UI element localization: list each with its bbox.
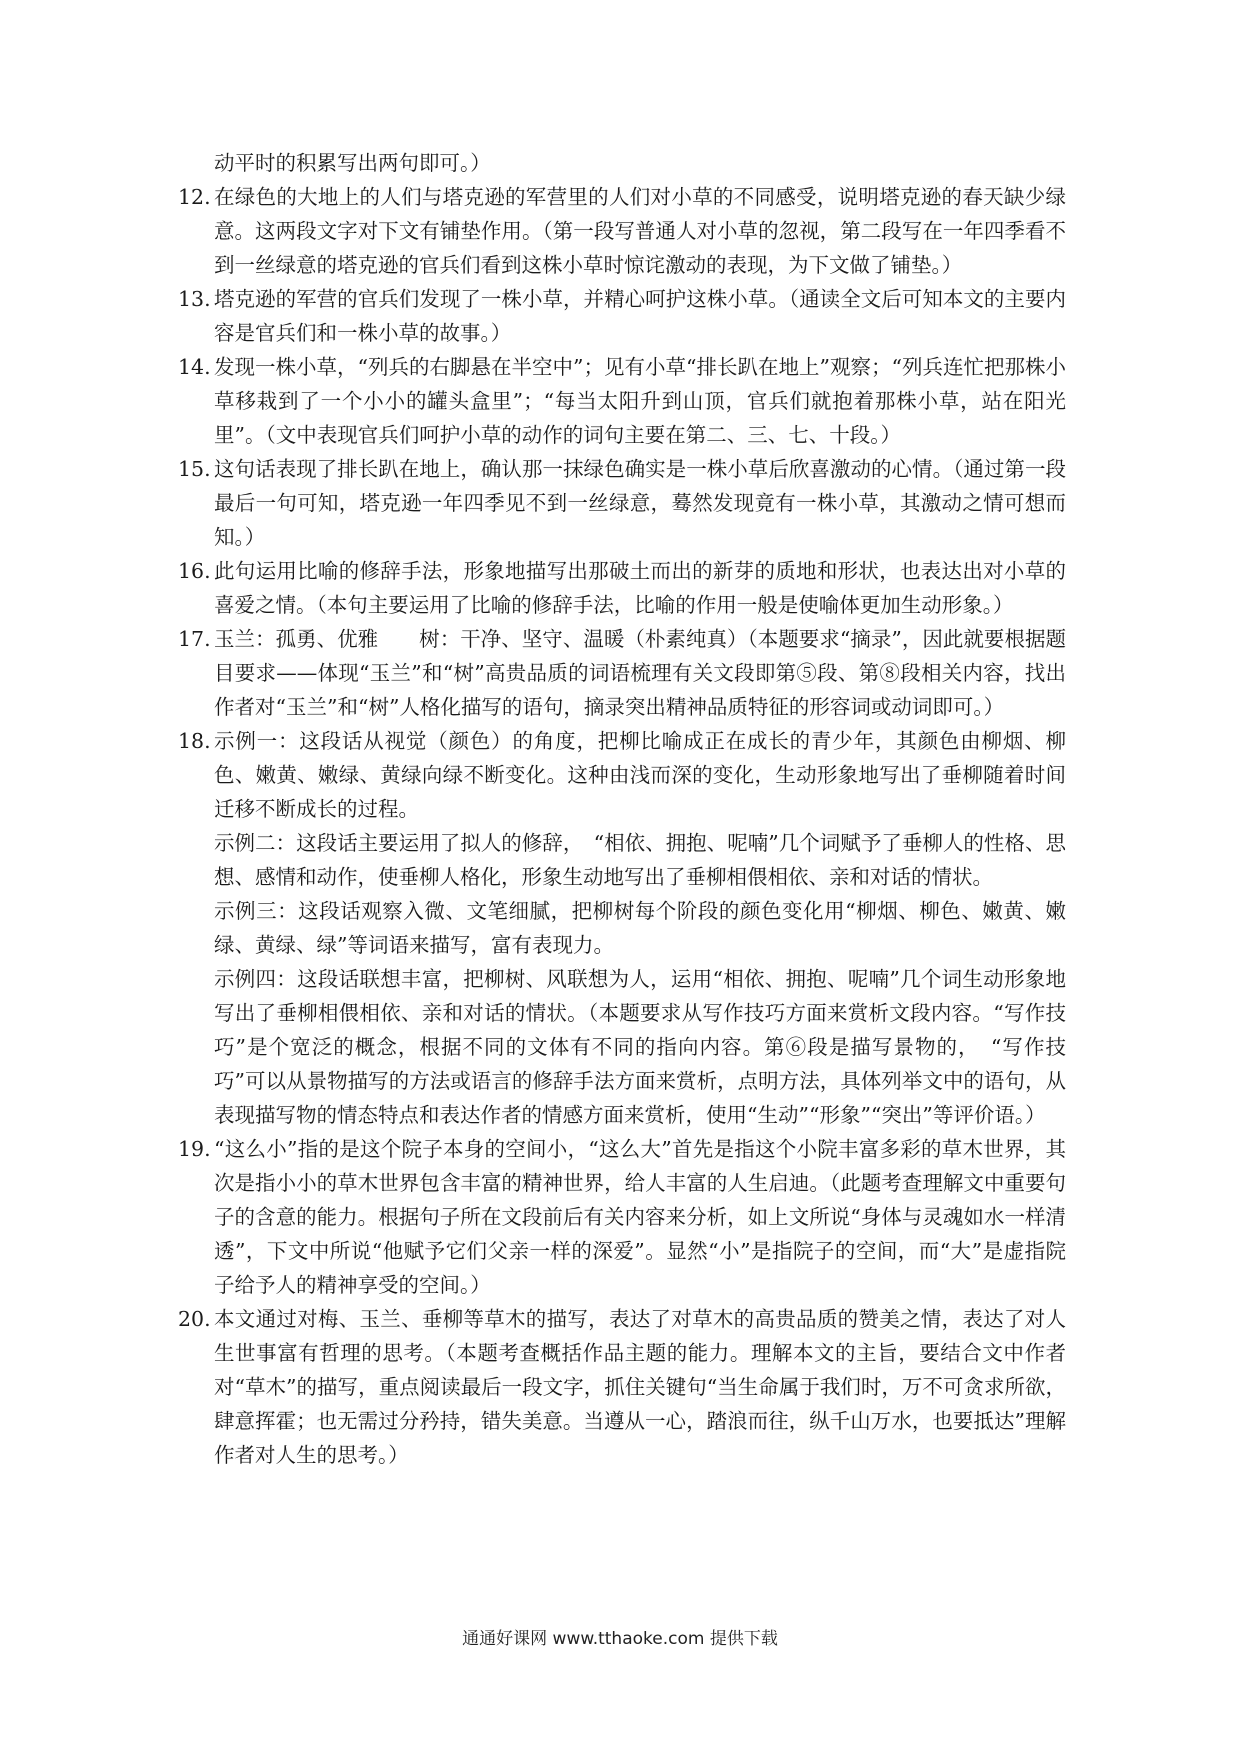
answer-item-14: [178, 350, 1066, 452]
answer-item-13: [178, 282, 1066, 350]
answer-18-example-4: 示例四：这段话联想丰富，把柳树、风联想为人，运用“相依、拥抱、呢喃”几个词生动形象地写出了垂柳相偎相依、亲和对话的情状。（本题要求从写作技巧方面来赏析文段内容。“写作技巧”是个宽泛的概念，根据不同的文体有不同的指向内容。第⑥段是描写景物的， “写作技巧”可以从景物描写的方法或语言的修辞手法方面来赏析，点明方法，具体列举文中的语句，从表现描写物的情态特点和表达作者的情感方面来赏析，使用“生动”“形象”“突出”等评价语。）: [214, 967, 1066, 1127]
answer-item-20: [178, 1302, 1066, 1472]
answer-18-example-3: 示例三：这段话观察入微、文笔细腻，把柳树每个阶段的颜色变化用“柳烟、柳色、嫩黄、嫩绿、黄绿、绿”等词语来描写，富有表现力。: [214, 899, 1066, 957]
answer-item-17: [178, 622, 1066, 724]
answer-item-19: [178, 1132, 1066, 1302]
page-footer: 通通好课网 www.tthaoke.com 提供下载: [462, 1629, 778, 1649]
answer-text: 玉兰：孤勇、优雅 树：干净、坚守、温暖（朴素纯真）（本题要求“摘录”，因此就要根据题目要求——体现“玉兰”和“树”高贵品质的词语梳理有关文段即第⑤段、第⑧段相关内容，找出作者对“玉兰”和“树”人格化描写的语句，摘录突出精神品质特征的形容词或动词即可。）: [214, 627, 1066, 719]
answer-item-18: [178, 724, 1066, 1132]
answer-text: “这么小”指的是这个院子本身的空间小，“这么大”首先是指这个小院丰富多彩的草木世界，其次是指小小的草木世界包含丰富的精神世界，给人丰富的人生启迪。（此题考查理解文中重要句子的含意的能力。根据句子所在文段前后有关内容来分析，如上文所说“身体与灵魂如水一样清透”，下文中所说“他赋予它们父亲一样的深爱”。显然“小”是指院子的空间，而“大”是虚指院子给予人的精神享受的空间。）: [214, 1137, 1066, 1297]
answer-item-16: [178, 554, 1066, 622]
answer-number: 15.: [178, 457, 211, 481]
answer-number: 12.: [178, 185, 211, 209]
answer-item-12: [178, 180, 1066, 282]
answer-text: 这句话表现了排长趴在地上，确认那一抹绿色确实是一株小草后欣喜激动的心情。（通过第一段最后一句可知，塔克逊一年四季见不到一丝绿意，蓦然发现竟有一株小草，其激动之情可想而知。）: [214, 457, 1066, 549]
answer-number: 20.: [178, 1307, 211, 1331]
answer-text: 发现一株小草，“列兵的右脚悬在半空中”；见有小草“排长趴在地上”观察；“列兵连忙把那株小草移栽到了一个小小的罐头盒里”；“每当太阳升到山顶，官兵们就抱着那株小草，站在阳光里”。（文中表现官兵们呵护小草的动作的词句主要在第二、三、七、十段。）: [214, 355, 1066, 447]
answer-text: 本文通过对梅、玉兰、垂柳等草木的描写，表达了对草木的高贵品质的赞美之情，表达了对人生世事富有哲理的思考。（本题考查概括作品主题的能力。理解本文的主旨，要结合文中作者对“草木”的描写，重点阅读最后一段文字，抓住关键句“当生命属于我们时，万不可贪求所欲，肆意挥霍；也无需过分矜持，错失美意。当遵从一心，踏浪而往，纵千山万水，也要抵达”理解作者对人生的思考。）: [214, 1307, 1066, 1467]
answer-text: 此句运用比喻的修辞手法，形象地描写出那破土而出的新芽的质地和形状，也表达出对小草的喜爱之情。（本句主要运用了比喻的修辞手法，比喻的作用一般是使喻体更加生动形象。）: [214, 559, 1066, 617]
answer-text: 塔克逊的军营的官兵们发现了一株小草，并精心呵护这株小草。（通读全文后可知本文的主要内容是官兵们和一株小草的故事。）: [214, 287, 1066, 345]
answer-text: 示例一：这段话从视觉（颜色）的角度，把柳比喻成正在成长的青少年，其颜色由柳烟、柳色、嫩黄、嫩绿、黄绿向绿不断变化。这种由浅而深的变化，生动形象地写出了垂柳随着时间迁移不断成长的过程。: [214, 729, 1066, 821]
answer-item-15: [178, 452, 1066, 554]
document-body: [178, 146, 1066, 1472]
answer-number: 17.: [178, 627, 211, 651]
answer-number: 16.: [178, 559, 211, 583]
answer-number: 14.: [178, 355, 211, 379]
answer-number: 18.: [178, 729, 211, 753]
answer-number: 19.: [178, 1137, 211, 1161]
answer-number: 13.: [178, 287, 211, 311]
answer-text: 在绿色的大地上的人们与塔克逊的军营里的人们对小草的不同感受，说明塔克逊的春天缺少绿意。这两段文字对下文有铺垫作用。（第一段写普通人对小草的忽视，第二段写在一年四季看不到一丝绿意的塔克逊的官兵们看到这株小草时惊诧激动的表现，为下文做了铺垫。）: [214, 185, 1066, 277]
answer-18-example-2: 示例二：这段话主要运用了拟人的修辞， “相依、拥抱、呢喃”几个词赋予了垂柳人的性格、思想、感情和动作，使垂柳人格化，形象生动地写出了垂柳相偎相依、亲和对话的情状。: [214, 831, 1066, 889]
intro-tail: 动平时的积累写出两句即可。）: [214, 151, 491, 175]
